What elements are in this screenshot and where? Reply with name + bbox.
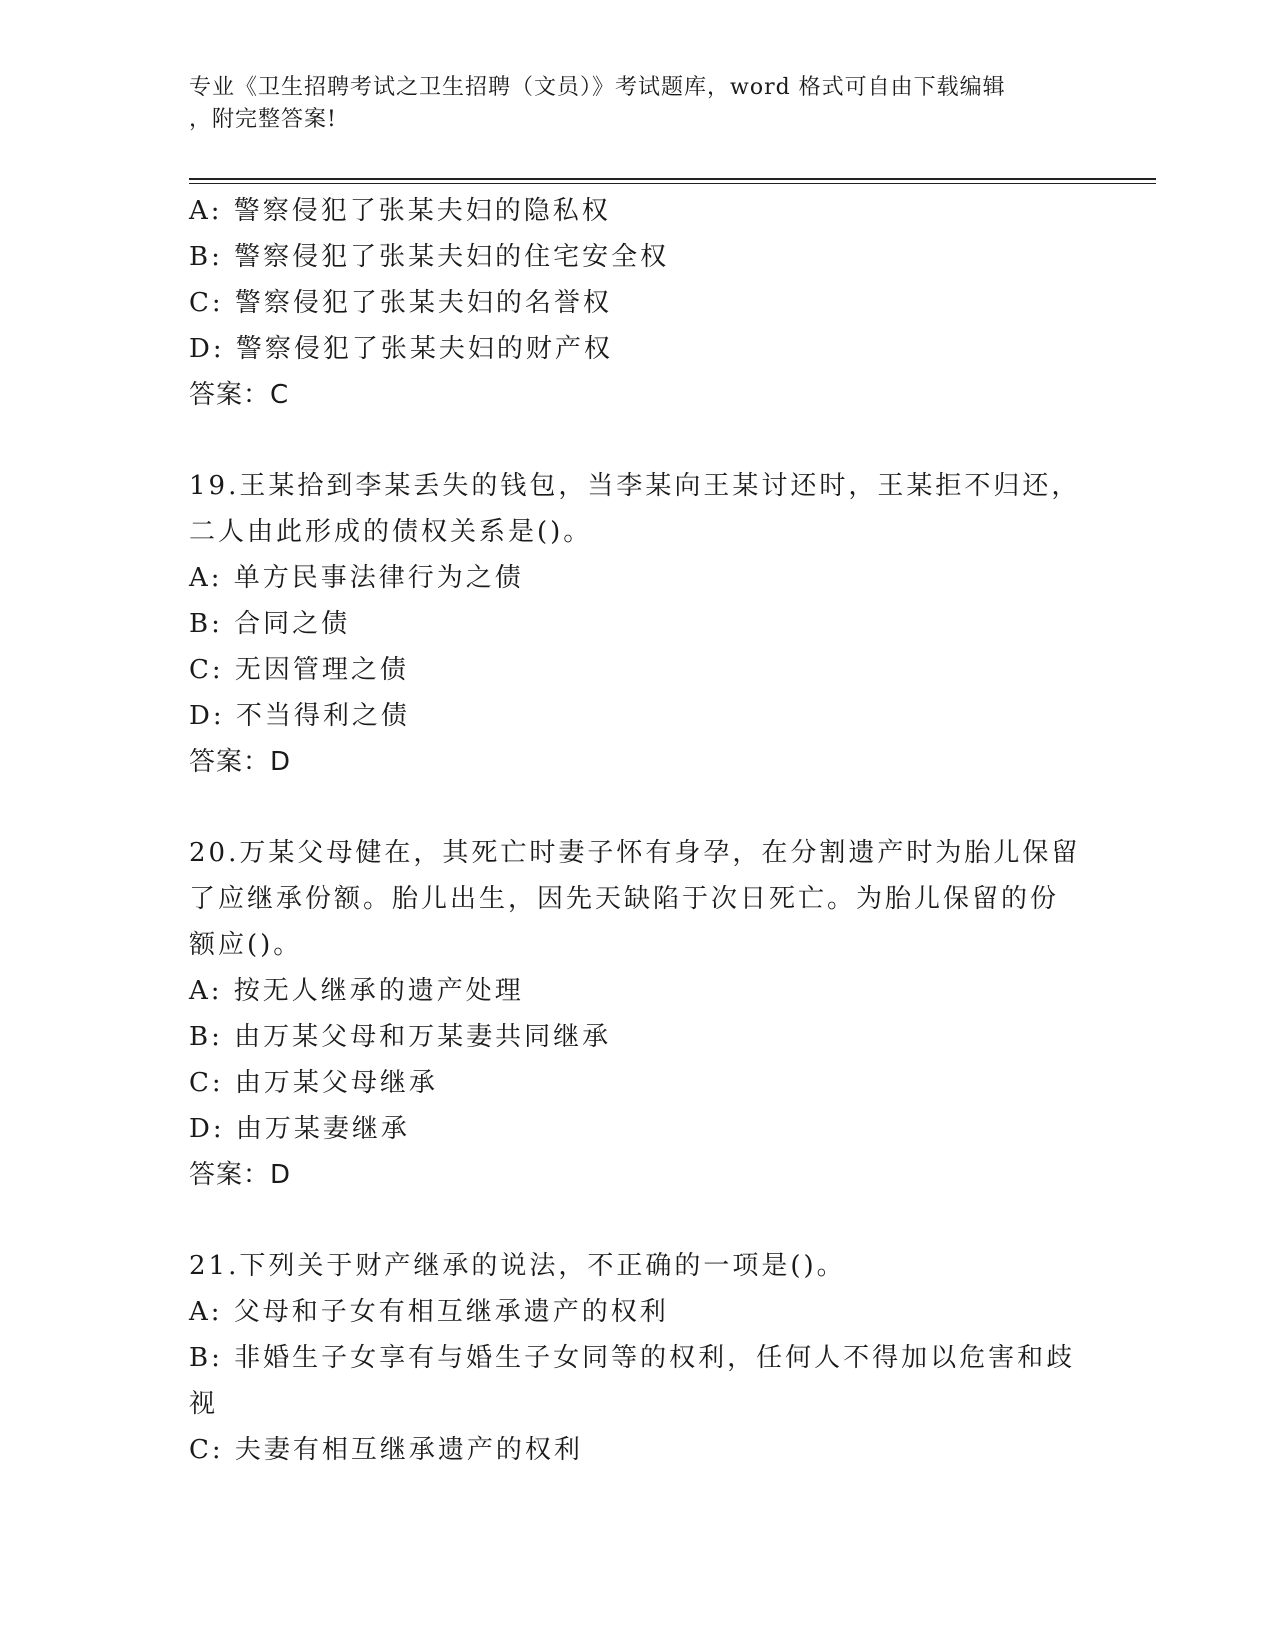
- question-stem-line: 了应继承份额。胎儿出生，因先天缺陷于次日死亡。为胎儿保留的份: [189, 884, 1060, 914]
- question-stem-line: 20.万某父母健在，其死亡时妻子怀有身孕，在分割遗产时为胎儿保留: [189, 838, 1081, 868]
- option-c: C: 警察侵犯了张某夫妇的名誉权: [189, 288, 612, 318]
- answer: 答案：C: [189, 380, 290, 410]
- option-c: C: 由万某父母继承: [189, 1068, 438, 1098]
- question-stem-line: 21.下列关于财产继承的说法，不正确的一项是()。: [189, 1251, 846, 1281]
- option-d: D: 警察侵犯了张某夫妇的财产权: [189, 334, 613, 364]
- question-stem-line: 19.王某拾到李某丢失的钱包，当李某向王某讨还时，王某拒不归还，: [189, 471, 1081, 501]
- option-d: D: 由万某妻继承: [189, 1114, 410, 1144]
- option-a: A: 父母和子女有相互继承遗产的权利: [189, 1297, 669, 1327]
- document-body: [189, 188, 1089, 1473]
- option-b-continuation: 视: [189, 1389, 219, 1419]
- header-line-2: ，附完整答案!: [189, 107, 337, 132]
- option-a: A: 警察侵犯了张某夫妇的隐私权: [189, 196, 611, 226]
- option-b: B: 合同之债: [189, 609, 351, 639]
- header-divider: [189, 178, 1156, 184]
- option-b: B: 警察侵犯了张某夫妇的住宅安全权: [189, 242, 670, 272]
- spacer: [189, 785, 1089, 830]
- document-header: [189, 72, 1089, 136]
- answer: 答案：D: [189, 747, 292, 777]
- question-stem-line: 额应()。: [189, 930, 303, 960]
- option-d: D: 不当得利之债: [189, 701, 410, 731]
- answer: 答案：D: [189, 1160, 292, 1190]
- question-21: [189, 1243, 1089, 1473]
- option-c: C: 无因管理之债: [189, 655, 409, 685]
- question-18: [189, 188, 1089, 418]
- spacer: [189, 1198, 1089, 1243]
- option-a: A: 按无人继承的遗产处理: [189, 976, 524, 1006]
- spacer: [189, 418, 1089, 463]
- question-19: [189, 463, 1089, 785]
- option-a: A: 单方民事法律行为之债: [189, 563, 524, 593]
- option-c: C: 夫妻有相互继承遗产的权利: [189, 1435, 583, 1465]
- option-b: B: 非婚生子女享有与婚生子女同等的权利，任何人不得加以危害和歧: [189, 1343, 1076, 1373]
- question-20: [189, 830, 1089, 1198]
- question-stem-line: 二人由此形成的债权关系是()。: [189, 517, 593, 547]
- option-b: B: 由万某父母和万某妻共同继承: [189, 1022, 612, 1052]
- header-line-1: 专业《卫生招聘考试之卫生招聘（文员）》考试题库，word 格式可自由下载编辑: [189, 75, 1006, 100]
